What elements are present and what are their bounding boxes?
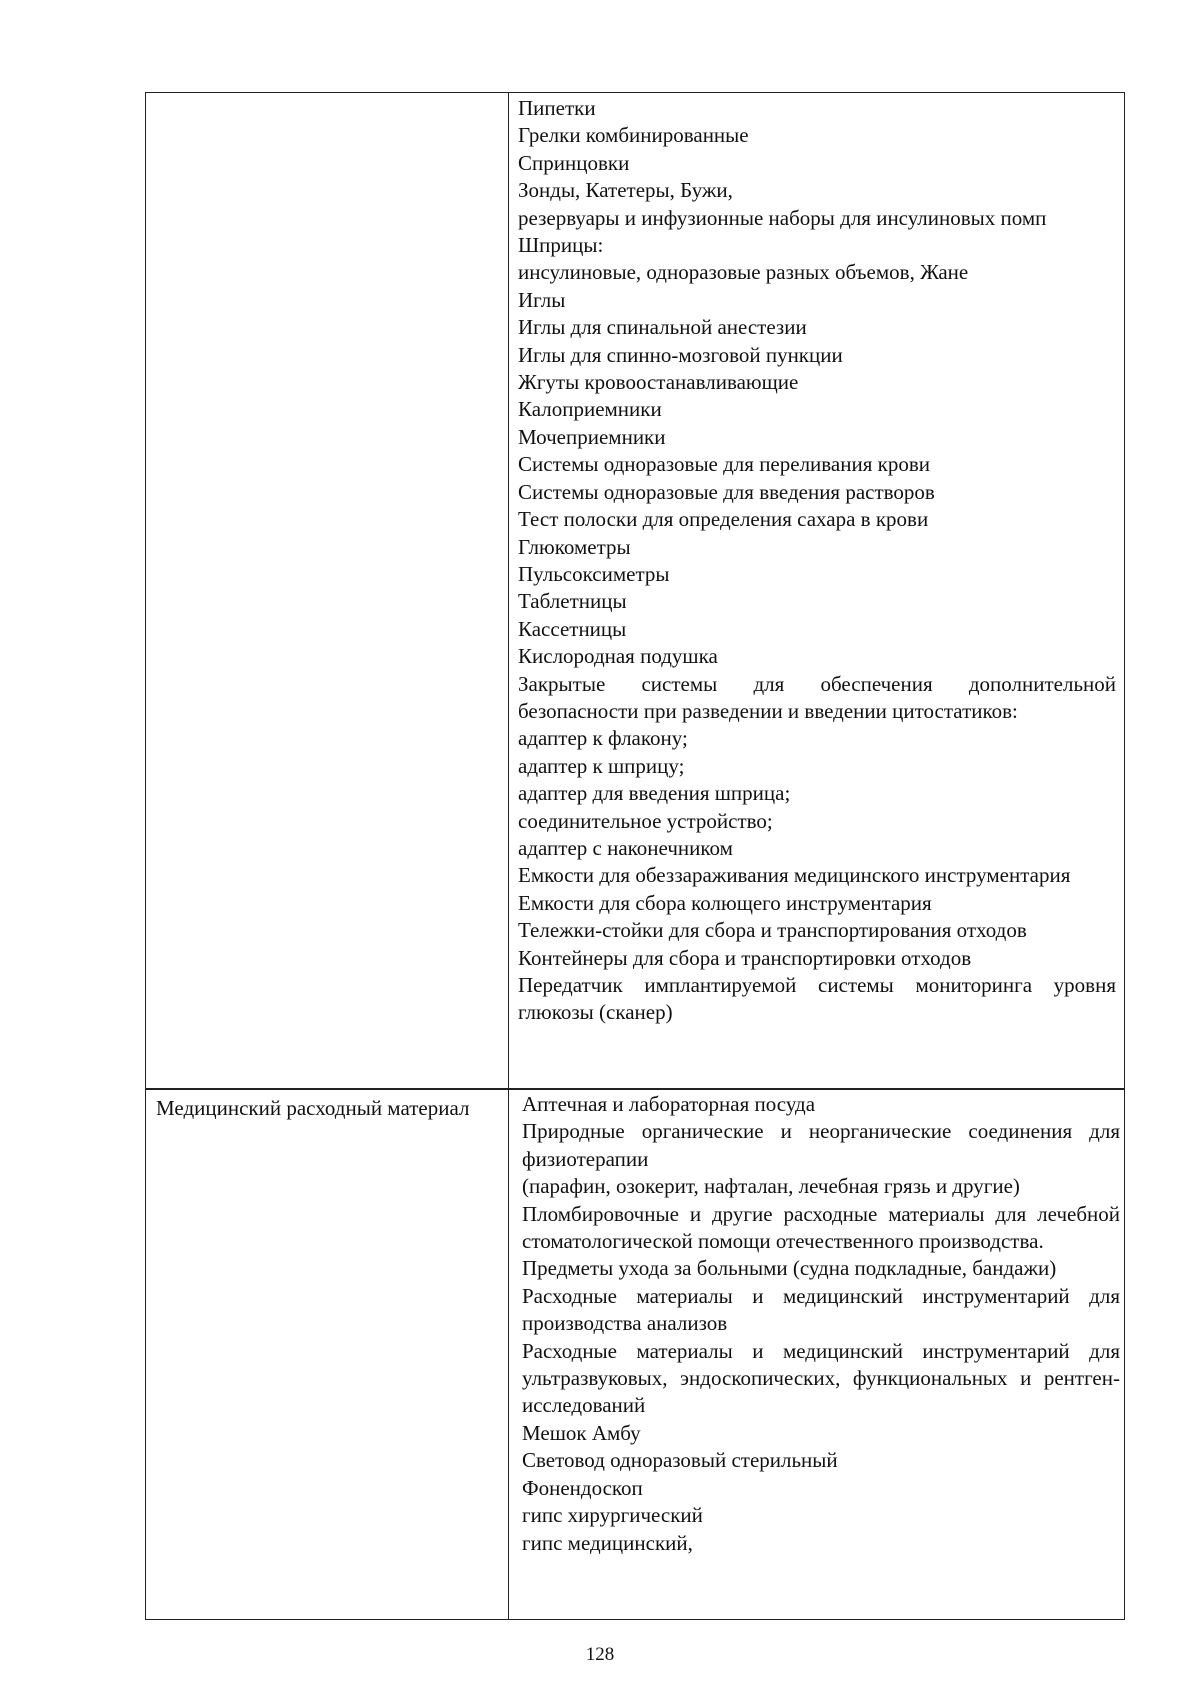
list-item: резервуары и инфузионные наборы для инсулиновых помп [518, 205, 1047, 230]
list-item: Мочеприемники [518, 424, 666, 449]
list-item: Шприцы: [518, 233, 604, 258]
list-item: Таблетницы [518, 589, 627, 614]
list-item: Закрытые системы для обеспечения дополнительной безопасности при разведении и введении цитостатиков: [518, 671, 1116, 723]
list-item: Иглы [518, 287, 566, 312]
list-item: Емкости для сбора колющего инструментария [518, 890, 932, 915]
items-table [145, 92, 1125, 1620]
list-item: соединительное устройство; [518, 808, 773, 833]
list-item: Иглы для спинно-мозговой пункции [518, 342, 843, 367]
list-item: Контейнеры для сбора и транспортировки отходов [518, 945, 972, 970]
list-item: гипс медицинский, [522, 1530, 693, 1555]
list-item: Предметы ухода за больными (судна подкладные, бандажи) [522, 1256, 1057, 1281]
column-divider [508, 1089, 509, 1619]
list-item: Фонендоскоп [522, 1475, 643, 1500]
list-item: Емкости для обеззараживания медицинского инструментария [518, 863, 1071, 888]
page-number: 128 [585, 1644, 615, 1665]
list-item: Спринцовки [518, 150, 630, 175]
list-item: адаптер с наконечником [518, 835, 733, 860]
list-item: Иглы для спинальной анестезии [518, 315, 807, 340]
table-row [145, 92, 1125, 1090]
list-item: Калоприемники [518, 397, 662, 422]
column-divider [508, 93, 509, 1089]
items-cell [518, 95, 1116, 1027]
list-item: Аптечная и лабораторная посуда [522, 1092, 816, 1116]
list-item: адаптер для введения шприца; [518, 781, 791, 806]
list-item: Жгуты кровоостанавливающие [518, 370, 799, 395]
list-item: Кислородная подушка [518, 644, 718, 669]
items-cell [522, 1091, 1120, 1557]
list-item: Системы одноразовые для переливания крови [518, 452, 930, 477]
list-item: Пломбировочные и другие расходные материалы для лечебной стоматологической помощи отечественного производства. [522, 1201, 1120, 1254]
list-item: Пипетки [518, 96, 596, 120]
list-item: Расходные материалы и медицинский инструментарий для ультразвуковых, эндоскопических, функциональных и рентген-исследований [522, 1338, 1120, 1418]
list-item: инсулиновые, одноразовые разных объемов, Жане [518, 260, 969, 285]
list-item: Тест полоски для определения сахара в крови [518, 507, 929, 532]
list-item: гипс хирургический [522, 1503, 703, 1528]
list-item: Кассетницы [518, 616, 627, 641]
list-item: Расходные материалы и медицинский инструментарий для производства анализов [522, 1283, 1120, 1336]
list-item: Тележки-стойки для сбора и транспортирования отходов [518, 918, 1027, 943]
list-item: адаптер к шприцу; [518, 753, 685, 778]
list-item: (парафин, озокерит, нафталан, лечебная грязь и другие) [522, 1174, 1020, 1199]
list-item: Природные органические и неорганические соединения для физиотерапии [522, 1119, 1120, 1171]
list-item: Системы одноразовые для введения растворов [518, 479, 935, 504]
list-item: Световод одноразовый стерильный [522, 1448, 838, 1473]
table-row [145, 1088, 1125, 1620]
list-item: адаптер к флакону; [518, 726, 688, 751]
category-cell: Медицинский расходный материал [156, 1096, 470, 1120]
list-item: Мешок Амбу [522, 1420, 641, 1445]
list-item: Глюкометры [518, 534, 631, 559]
list-item: Зонды, Катетеры, Бужи, [518, 178, 733, 203]
list-item: Грелки комбинированные [518, 123, 749, 148]
list-item: Передатчик имплантируемой системы мониторинга уровня глюкозы (сканер) [518, 973, 1116, 1025]
list-item: Пульсоксиметры [518, 561, 670, 586]
